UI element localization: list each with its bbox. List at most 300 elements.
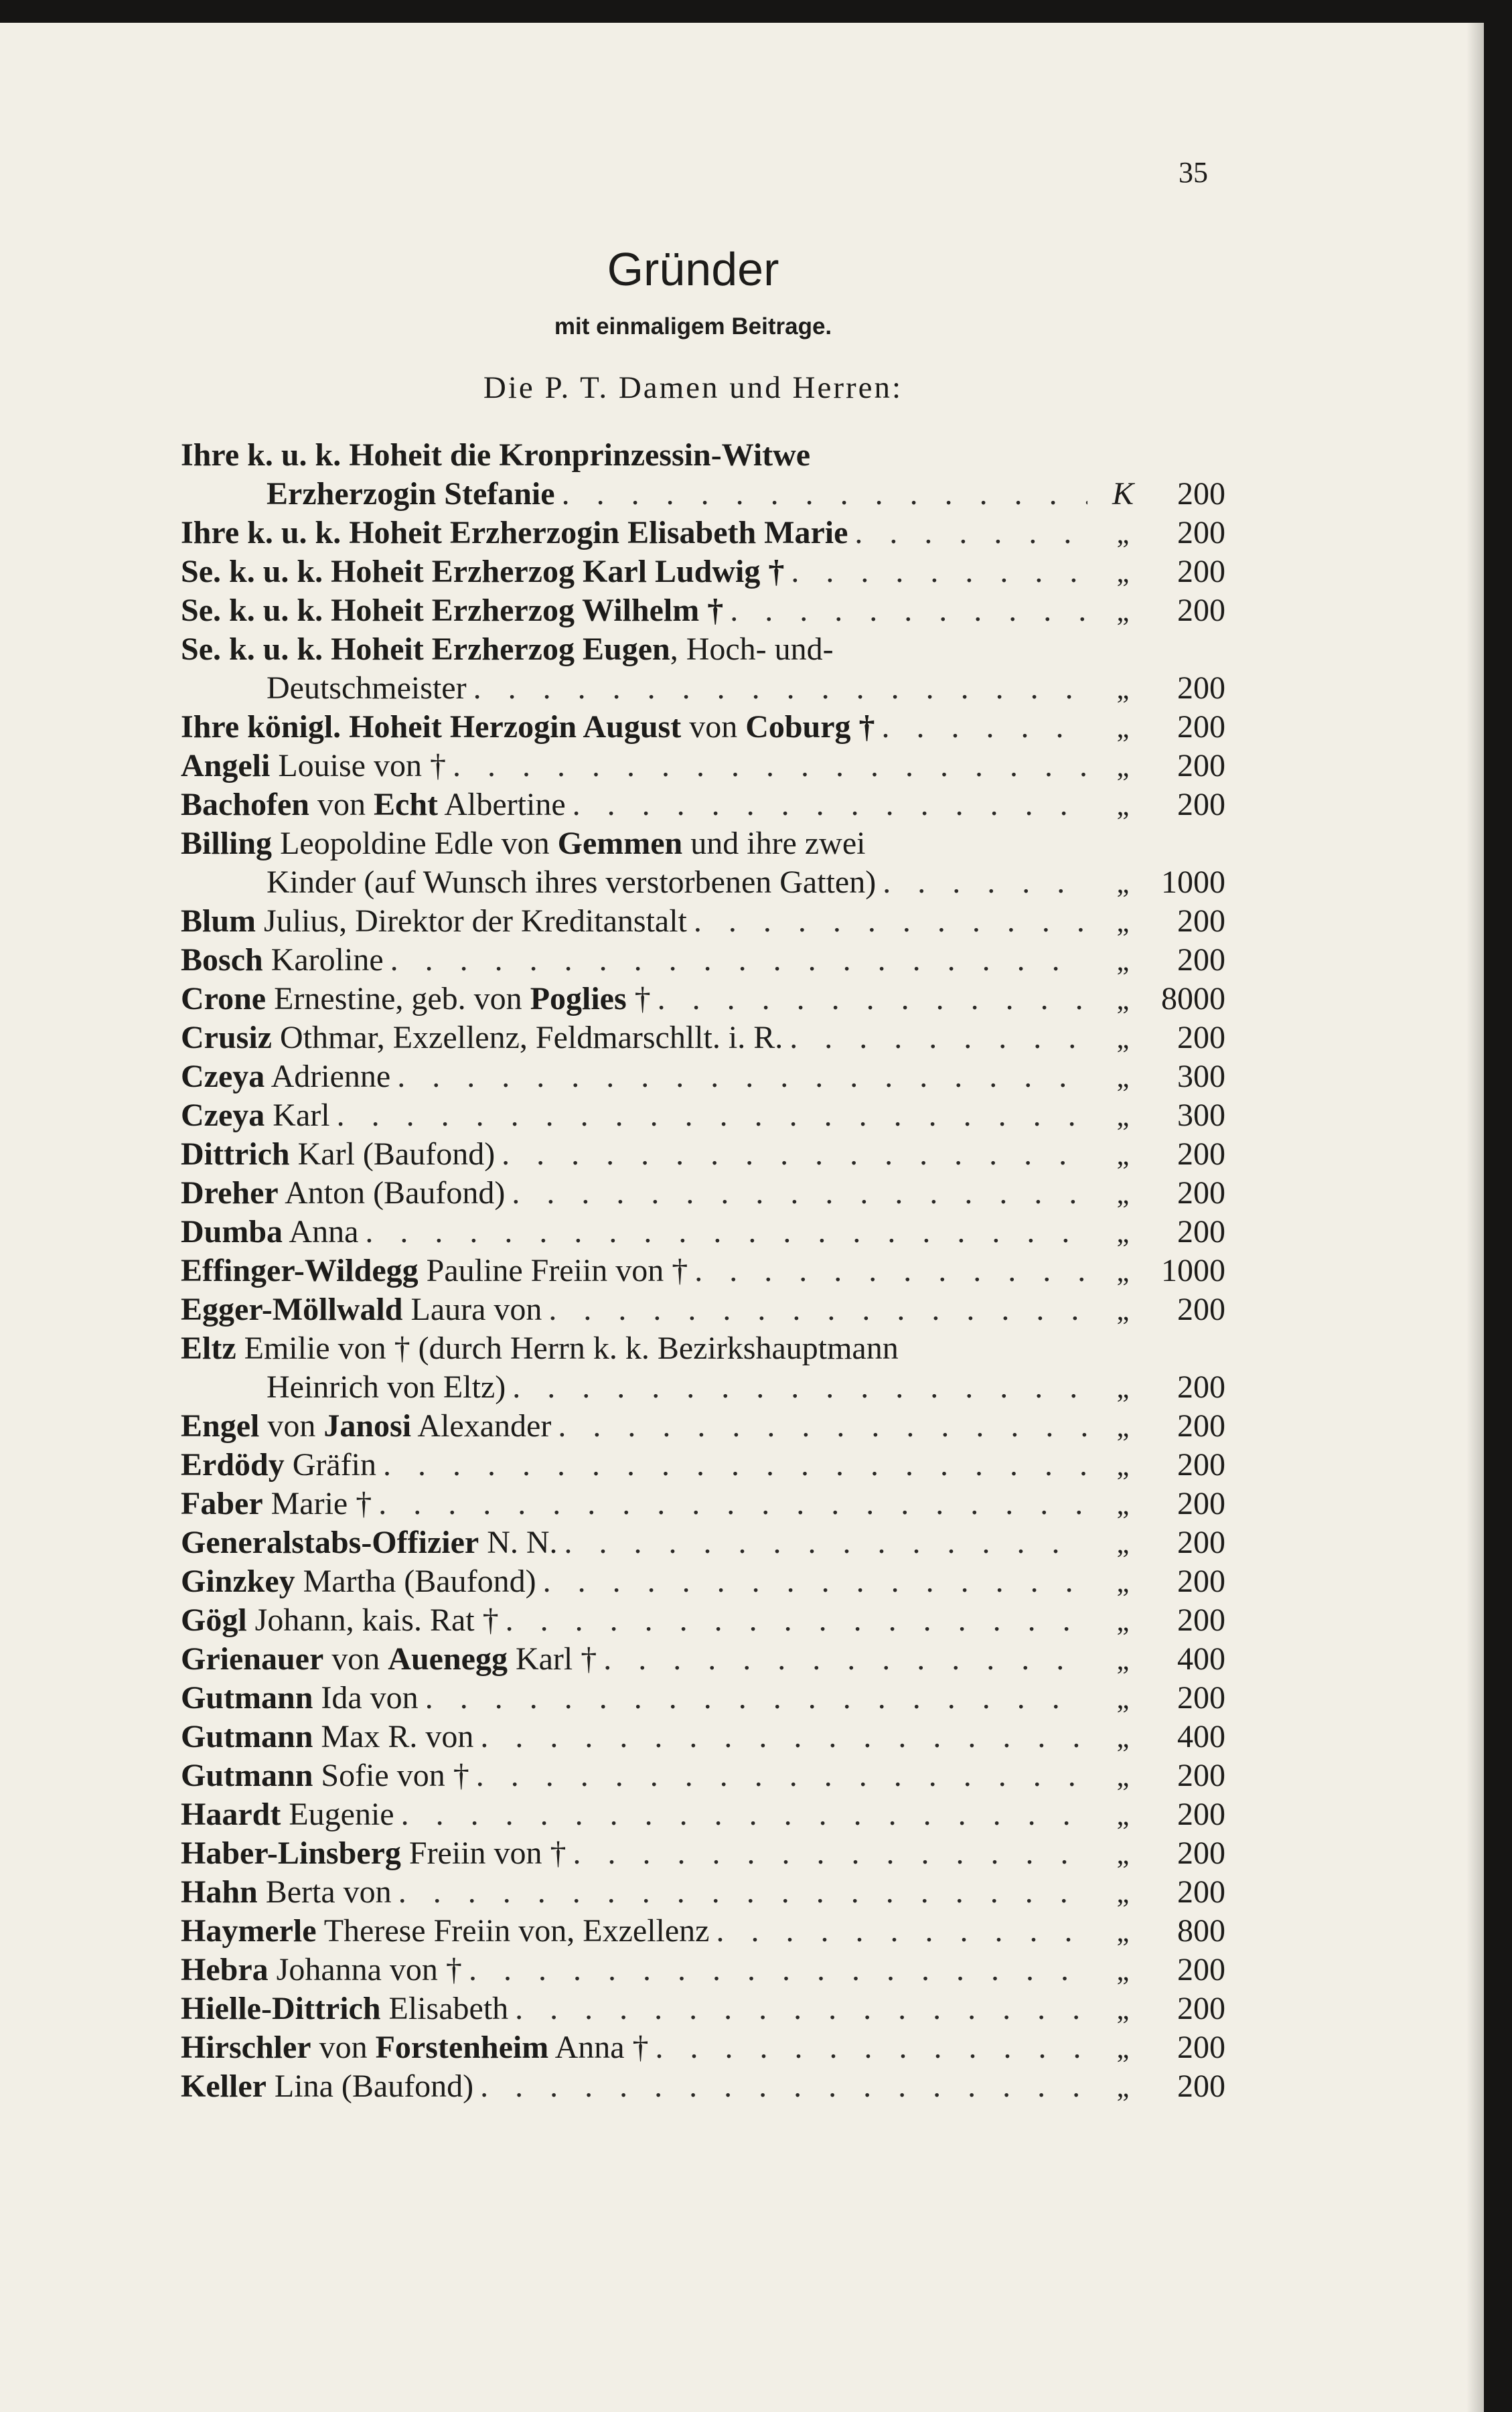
donor-surname: Hielle-Dittrich	[181, 1991, 381, 2026]
donor-surname: Angeli	[181, 748, 271, 783]
donation-amount: 200	[1177, 1175, 1225, 1211]
donor-entry-line	[181, 1951, 1225, 1990]
donation-amount: 300	[1177, 1059, 1225, 1094]
donor-surname: Eltz	[181, 1331, 236, 1366]
donor-entry	[181, 1874, 1225, 1912]
donor-detail: Louise von †	[270, 748, 446, 783]
donor-entry	[181, 2029, 1225, 2068]
dot-leader	[476, 1757, 1087, 1794]
donor-entry-line	[181, 786, 1225, 825]
donation-amount: 300	[1177, 1098, 1225, 1133]
donor-entry-line	[181, 592, 1225, 631]
donor-entry-line	[181, 1252, 1225, 1291]
dot-leader	[378, 1485, 1087, 1522]
dot-leader	[789, 1019, 1087, 1056]
dot-leader	[425, 1679, 1087, 1716]
currency-mark: „	[1116, 1412, 1130, 1443]
donor-entry-line	[181, 2029, 1225, 2068]
donation-amount: 200	[1177, 1408, 1225, 1444]
dot-leader	[573, 1835, 1087, 1872]
donor-surname: Forstenheim	[375, 2030, 549, 2065]
donor-entry	[181, 553, 1225, 592]
donor-entry	[181, 1835, 1225, 1874]
donor-detail: von	[311, 2030, 376, 2065]
donor-detail: , Hoch- und-	[670, 631, 834, 667]
donor-detail: Ida von	[313, 1680, 419, 1716]
donor-name	[181, 903, 687, 939]
dot-leader	[730, 592, 1087, 629]
donor-name	[181, 2068, 473, 2105]
donation-amount: 200	[1177, 1214, 1225, 1250]
donor-surname: Ihre k. u. k. Hoheit die Kronprinzessin-Witwe	[181, 437, 811, 473]
donor-surname: Bosch	[181, 942, 263, 978]
donation-amount: 1000	[1161, 1253, 1225, 1288]
currency-mark: „	[1116, 1878, 1130, 1909]
donor-entry	[181, 747, 1225, 786]
donor-entry	[181, 708, 1225, 747]
donor-entry-line	[181, 1796, 1225, 1835]
currency-mark: „	[1116, 1373, 1130, 1404]
donor-entry	[181, 1136, 1225, 1175]
donor-detail: Eugenie	[281, 1797, 394, 1832]
donor-name	[181, 980, 651, 1017]
donation-amount: 400	[1177, 1641, 1225, 1677]
dot-leader	[603, 1641, 1087, 1677]
donor-detail: Leopoldine Edle von	[272, 826, 558, 861]
currency-mark: „	[1116, 1024, 1130, 1055]
donor-detail: Johann, kais. Rat †	[246, 1602, 499, 1638]
donor-detail: Anna	[283, 1214, 359, 1250]
donor-surname: Crone	[181, 981, 267, 1016]
donor-surname: Billing	[181, 826, 273, 861]
donor-detail: Karl	[264, 1098, 330, 1133]
donor-detail: Marie †	[262, 1486, 372, 1521]
donor-entry	[181, 1175, 1225, 1213]
dot-leader	[502, 1136, 1087, 1173]
donor-entry-line	[181, 2068, 1225, 2107]
donor-name	[181, 1563, 536, 1600]
donor-detail: Lina (Baufond)	[266, 2068, 474, 2104]
donor-surname: Ihre k. u. k. Hoheit Erzherzogin Elisabeth Marie	[181, 515, 848, 550]
donor-entry-line	[181, 1097, 1225, 1136]
currency-mark: „	[1116, 1684, 1130, 1715]
donor-entry-line	[181, 1602, 1225, 1641]
currency-mark: „	[1116, 752, 1130, 783]
dot-leader	[365, 1213, 1087, 1250]
donor-entry-line	[181, 747, 1225, 786]
donor-entry	[181, 437, 1225, 514]
page-gutter-shadow	[1466, 23, 1484, 2412]
donation-amount: 200	[1177, 1835, 1225, 1871]
donor-entry-line	[181, 1213, 1225, 1252]
donor-entry-line	[181, 708, 1225, 747]
dot-leader	[480, 1718, 1087, 1755]
donor-detail: und ihre zwei	[682, 826, 866, 861]
donation-amount: 200	[1177, 476, 1225, 512]
dot-leader	[854, 514, 1087, 551]
dot-leader	[515, 1990, 1087, 2027]
donor-entry	[181, 980, 1225, 1019]
donor-name	[181, 1175, 505, 1211]
dot-leader	[512, 1175, 1087, 1211]
donor-entry	[181, 1252, 1225, 1291]
donor-entry-line	[181, 631, 1225, 670]
donor-entry	[181, 825, 1225, 903]
donor-surname: Dreher	[181, 1175, 279, 1211]
donor-detail: Julius, Direktor der Kreditanstalt	[256, 903, 687, 939]
donor-entry	[181, 1058, 1225, 1097]
donor-surname: Gutmann	[181, 1719, 313, 1754]
donor-surname: Erzherzogin Stefanie	[267, 476, 555, 512]
currency-mark: „	[1116, 1801, 1130, 1831]
donor-surname: Se. k. u. k. Hoheit Erzherzog Wilhelm †	[181, 593, 724, 628]
donor-name	[267, 1369, 506, 1406]
donor-name	[181, 1874, 392, 1910]
currency-mark: „	[1116, 1839, 1130, 1870]
dot-leader	[453, 747, 1087, 784]
dot-leader	[564, 1524, 1087, 1561]
donor-name	[181, 1990, 508, 2027]
donor-surname: Hahn	[181, 1874, 258, 1910]
donor-entry-line	[181, 1408, 1225, 1446]
currency-mark: „	[1116, 1606, 1130, 1637]
donor-detail: Gräfin	[284, 1447, 376, 1483]
donor-name	[181, 1058, 390, 1095]
donor-detail: Albertine	[438, 787, 566, 822]
donation-amount: 8000	[1161, 981, 1225, 1016]
dot-leader	[543, 1563, 1087, 1600]
donor-entry	[181, 786, 1225, 825]
donor-entry-line	[181, 514, 1225, 553]
donor-entry-line	[181, 941, 1225, 980]
donor-entry-line	[181, 825, 1225, 864]
donor-surname: Auenegg	[388, 1641, 508, 1677]
donor-surname: Haymerle	[181, 1913, 317, 1949]
donor-entry-line	[181, 1446, 1225, 1485]
donor-name	[181, 786, 566, 823]
dot-leader	[883, 864, 1087, 901]
currency-mark: „	[1116, 1917, 1130, 1948]
donor-detail: Max R. von	[313, 1719, 474, 1754]
currency-mark: „	[1116, 869, 1130, 899]
donor-detail: Anna †	[548, 2030, 649, 2065]
donor-entry-line	[181, 980, 1225, 1019]
currency-mark: „	[1116, 674, 1130, 705]
donor-entry	[181, 1097, 1225, 1136]
donor-entry	[181, 1408, 1225, 1446]
donation-amount: 200	[1177, 2030, 1225, 2065]
donor-entry	[181, 2068, 1225, 2107]
donor-name	[181, 437, 810, 473]
donor-surname: Crusiz	[181, 1020, 272, 1055]
donor-entry-line	[181, 1369, 1225, 1408]
donor-entry	[181, 1446, 1225, 1485]
donor-surname: Haber-Linsberg	[181, 1835, 401, 1871]
donor-detail: Berta von	[257, 1874, 392, 1910]
donor-name	[181, 1291, 542, 1328]
donor-entry	[181, 1524, 1225, 1563]
donation-amount: 200	[1177, 1564, 1225, 1599]
donor-entry-line	[181, 1757, 1225, 1796]
dot-leader	[882, 708, 1087, 745]
donor-entry	[181, 1019, 1225, 1058]
dot-leader	[512, 1369, 1087, 1406]
currency-mark: „	[1116, 2072, 1130, 2103]
donor-name	[181, 1835, 566, 1872]
donation-amount: 200	[1177, 1136, 1225, 1172]
donation-amount: 200	[1177, 903, 1225, 939]
donor-detail: Deutschmeister	[267, 670, 467, 706]
donor-entry-line	[181, 1679, 1225, 1718]
donor-entry	[181, 1330, 1225, 1408]
currency-mark: „	[1116, 907, 1130, 938]
donor-detail: Pauline Freiin von †	[418, 1253, 688, 1288]
dot-leader	[397, 1058, 1087, 1095]
donation-amount: 200	[1177, 1680, 1225, 1716]
currency-mark: K	[1112, 476, 1134, 512]
donor-surname: Gutmann	[181, 1758, 313, 1793]
donor-entry	[181, 592, 1225, 631]
donor-name	[181, 1641, 597, 1677]
donor-name	[181, 747, 446, 784]
donor-surname: Echt	[374, 787, 438, 822]
donor-detail: Anton (Baufond)	[278, 1175, 506, 1211]
donor-entry-line	[181, 1291, 1225, 1330]
donor-surname: Ihre königl. Hoheit Herzogin August	[181, 709, 690, 745]
donation-amount: 200	[1177, 593, 1225, 628]
dot-leader	[656, 2029, 1087, 2066]
donor-name	[267, 670, 467, 706]
page-title: Gründer	[607, 243, 779, 295]
dot-leader	[398, 1874, 1087, 1910]
donor-name	[181, 553, 784, 590]
currency-mark: „	[1116, 1451, 1130, 1482]
currency-mark: „	[1116, 1995, 1130, 2026]
currency-mark: „	[1116, 1296, 1130, 1327]
dot-leader	[658, 980, 1087, 1017]
donor-entry-line	[181, 1563, 1225, 1602]
donor-detail: Therese Freiin von, Exzellenz	[316, 1913, 710, 1949]
donor-entry	[181, 514, 1225, 553]
donation-amount: 200	[1177, 1874, 1225, 1910]
donation-amount: 200	[1177, 1447, 1225, 1483]
donor-name	[181, 1252, 688, 1289]
dot-leader	[337, 1097, 1087, 1134]
donor-entry-line	[181, 1175, 1225, 1213]
donor-detail: Ernestine, geb. von	[266, 981, 530, 1016]
donor-entry	[181, 1951, 1225, 1990]
donor-detail: Karoline	[262, 942, 384, 978]
donor-name	[181, 592, 723, 629]
donor-name	[181, 1718, 473, 1755]
donor-surname: Ginzkey	[181, 1564, 295, 1599]
currency-mark: „	[1116, 558, 1130, 589]
donor-entry-line	[181, 553, 1225, 592]
donor-name	[181, 1097, 330, 1134]
donor-name	[181, 1602, 499, 1639]
dot-leader	[480, 2068, 1087, 2105]
dot-leader	[573, 786, 1087, 823]
donor-name	[181, 1136, 495, 1173]
donor-surname: Czeya	[181, 1098, 265, 1133]
donor-entry	[181, 1563, 1225, 1602]
donor-name	[181, 1213, 358, 1250]
scan-top-edge	[0, 0, 1512, 23]
donation-amount: 200	[1177, 1991, 1225, 2026]
currency-mark: „	[1116, 1179, 1130, 1210]
donor-detail: Karl †	[507, 1641, 597, 1677]
donation-amount: 200	[1177, 1486, 1225, 1521]
donor-surname: Janosi	[323, 1408, 412, 1444]
donor-entry	[181, 941, 1225, 980]
donor-surname: Se. k. u. k. Hoheit Erzherzog Karl Ludwig †	[181, 554, 785, 589]
donor-entry-line	[181, 864, 1225, 903]
currency-mark: „	[1116, 713, 1130, 744]
donor-surname: Erdödy	[181, 1447, 285, 1483]
donor-entry-line	[181, 1019, 1225, 1058]
donation-amount: 200	[1177, 1369, 1225, 1405]
donation-amount: 200	[1177, 1952, 1225, 1987]
donor-surname: Hirschler	[181, 2030, 311, 2065]
donor-entry-line	[181, 1835, 1225, 1874]
donor-surname: Poglies	[530, 981, 627, 1016]
donor-surname: Generalstabs-Offizier	[181, 1525, 479, 1560]
dot-leader	[469, 1951, 1087, 1988]
donor-detail: Freiin von †	[400, 1835, 566, 1871]
intro-line: Die P. T. Damen und Herren:	[483, 370, 903, 405]
donor-detail: Karl (Baufond)	[289, 1136, 496, 1172]
donor-entry	[181, 1990, 1225, 2029]
dot-leader	[716, 1912, 1087, 1949]
donor-surname: Bachofen	[181, 787, 309, 822]
donor-name	[181, 1524, 558, 1561]
donation-amount: 1000	[1161, 864, 1225, 900]
donor-surname: Dittrich	[181, 1136, 290, 1172]
dot-leader	[390, 941, 1087, 978]
donor-entry-line	[181, 1524, 1225, 1563]
donation-amount: 200	[1177, 1525, 1225, 1560]
page-number: 35	[1179, 156, 1208, 189]
donor-surname: Dumba	[181, 1214, 283, 1250]
currency-mark: „	[1116, 946, 1130, 977]
donor-entry	[181, 1912, 1225, 1951]
donation-amount: 200	[1177, 1758, 1225, 1793]
donor-detail: von	[689, 709, 746, 745]
donor-detail: von	[323, 1641, 388, 1677]
donation-amount: 200	[1177, 1797, 1225, 1832]
donation-amount: 200	[1177, 2068, 1225, 2104]
donor-detail: Johanna von †	[268, 1952, 462, 1987]
currency-mark: „	[1116, 1490, 1130, 1521]
dot-leader	[383, 1446, 1087, 1483]
donor-surname: Blum	[181, 903, 256, 939]
donation-amount: 200	[1177, 748, 1225, 783]
donor-name	[181, 514, 848, 551]
donor-entry-line	[181, 670, 1225, 708]
page-subtitle: mit einmaligem Beitrage.	[554, 313, 832, 340]
donor-detail: Elisabeth	[380, 1991, 509, 2026]
dot-leader	[401, 1796, 1087, 1833]
donor-name	[181, 941, 384, 978]
donor-surname: Engel	[181, 1408, 260, 1444]
donor-entry-line	[181, 475, 1225, 514]
dot-leader	[548, 1291, 1087, 1328]
currency-mark: „	[1116, 791, 1130, 822]
donor-entry	[181, 1679, 1225, 1718]
currency-mark: „	[1116, 1956, 1130, 1987]
donor-entry	[181, 1602, 1225, 1641]
donor-entry-line	[181, 437, 1225, 475]
donor-entry-line	[181, 1485, 1225, 1524]
donor-surname: Coburg †	[745, 709, 875, 745]
dot-leader	[473, 670, 1087, 706]
currency-mark: „	[1116, 597, 1130, 627]
donor-entry	[181, 1718, 1225, 1757]
donor-surname: Hebra	[181, 1952, 269, 1987]
donor-detail: Alexander	[411, 1408, 552, 1444]
dot-leader	[694, 1252, 1087, 1289]
donor-name	[181, 1951, 462, 1988]
donor-entry	[181, 1796, 1225, 1835]
donor-entry	[181, 1641, 1225, 1679]
donor-name	[181, 631, 834, 668]
donor-name	[181, 2029, 649, 2066]
donor-surname: Haardt	[181, 1797, 281, 1832]
donation-amount: 200	[1177, 670, 1225, 706]
donor-name	[181, 1446, 376, 1483]
donor-entry-line	[181, 903, 1225, 941]
currency-mark: „	[1116, 1723, 1130, 1754]
donor-entry	[181, 1485, 1225, 1524]
donation-amount: 200	[1177, 1020, 1225, 1055]
donor-surname: Effinger-Wildegg	[181, 1253, 419, 1288]
donor-entry-line	[181, 1990, 1225, 2029]
donation-amount: 200	[1177, 554, 1225, 589]
donor-entry-line	[181, 1058, 1225, 1097]
donor-name	[181, 1679, 419, 1716]
donor-name	[181, 1485, 372, 1522]
donor-surname: Egger-Möllwald	[181, 1292, 403, 1327]
donor-surname: Czeya	[181, 1059, 265, 1094]
donor-detail: Martha (Baufond)	[295, 1564, 536, 1599]
donor-name	[181, 1796, 394, 1833]
currency-mark: „	[1116, 1257, 1130, 1288]
donor-detail: Sofie von †	[313, 1758, 469, 1793]
donation-amount: 200	[1177, 709, 1225, 745]
dot-leader	[562, 475, 1087, 512]
donor-surname: Gutmann	[181, 1680, 313, 1716]
donor-name	[267, 864, 876, 901]
donor-detail: Heinrich von Eltz)	[267, 1369, 506, 1405]
currency-mark: „	[1116, 1140, 1130, 1171]
donor-name	[181, 1330, 899, 1367]
currency-mark: „	[1116, 1529, 1130, 1560]
donor-detail: Kinder (auf Wunsch ihres verstorbenen Gatten)	[267, 864, 877, 900]
donor-surname: Se. k. u. k. Hoheit Erzherzog Eugen	[181, 631, 670, 667]
donor-entry-line	[181, 1874, 1225, 1912]
donor-entry	[181, 903, 1225, 941]
donor-name	[181, 1912, 709, 1949]
donor-name	[181, 1408, 551, 1444]
dot-leader	[694, 903, 1087, 939]
currency-mark: „	[1116, 1218, 1130, 1249]
donor-detail: Othmar, Exzellenz, Feldmarschllt. i. R.	[271, 1020, 783, 1055]
currency-mark: „	[1116, 519, 1130, 550]
dot-leader	[791, 553, 1087, 590]
donor-surname: Faber	[181, 1486, 263, 1521]
donation-amount: 400	[1177, 1719, 1225, 1754]
donor-name	[181, 1757, 469, 1794]
